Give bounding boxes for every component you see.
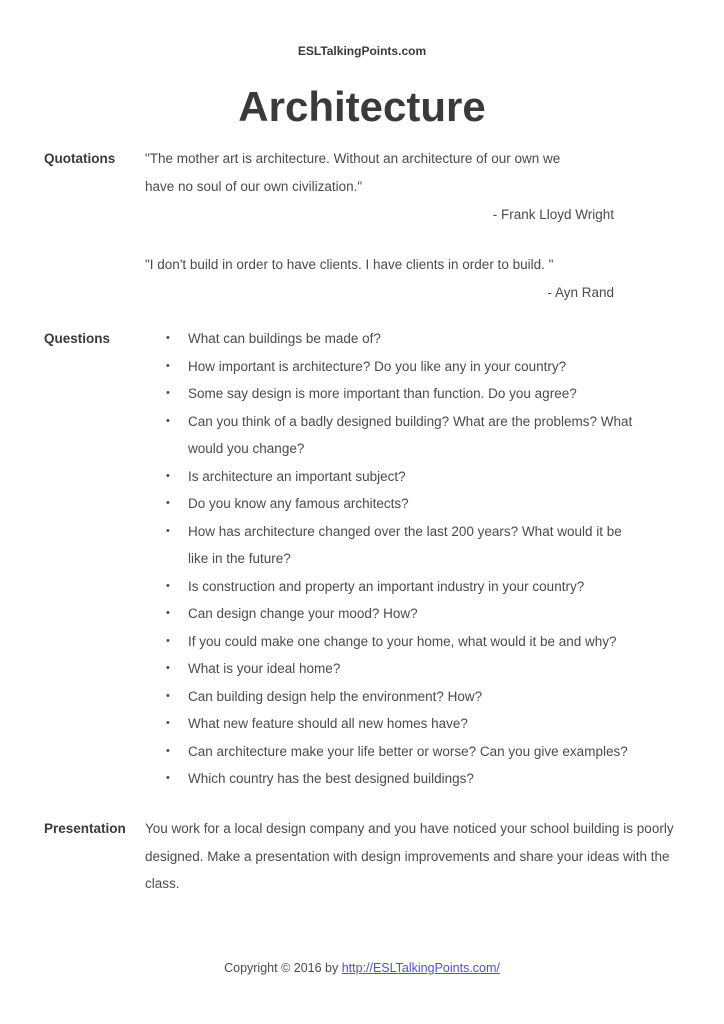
question-item [145, 463, 640, 491]
questions-section [44, 325, 680, 793]
bullet-icon: • [166, 607, 170, 619]
question-item [145, 628, 640, 656]
question-text: Some say design is more important than function. Do you agree? [188, 386, 577, 401]
site-name: ESLTalkingPoints.com [297, 44, 427, 58]
question-item [145, 325, 640, 353]
question-item [145, 490, 640, 518]
question-item [145, 683, 640, 711]
quote-line: "I don't build in order to have clients. I have clients in order to build. " [145, 257, 554, 272]
bullet-icon: • [166, 359, 170, 372]
bullet-icon: • [166, 332, 170, 344]
question-text: Can building design help the environment? How? [188, 688, 483, 704]
footer [0, 961, 724, 975]
bullet-icon: • [166, 469, 170, 482]
question-text: Can design change your mood? How? [188, 606, 418, 621]
bullet-icon: • [166, 387, 170, 399]
quote-ayn-rand [145, 251, 680, 307]
bullet-icon: • [166, 524, 170, 537]
bullet-icon: • [166, 662, 170, 674]
question-item [145, 408, 640, 463]
bullet-icon: • [166, 579, 170, 592]
question-text: Is architecture an important subject? [188, 468, 406, 484]
page-title: Architecture [238, 83, 486, 130]
bullet-icon: • [166, 744, 170, 757]
section-label-quotations: Quotations [44, 151, 116, 166]
section-label-presentation: Presentation [44, 821, 126, 836]
question-item [145, 600, 640, 628]
bullet-icon: • [166, 634, 170, 647]
question-text: Do you know any famous architects? [188, 496, 409, 511]
question-text: What is your ideal home? [188, 661, 341, 676]
quote-line: have no soul of our own civilization." [145, 179, 363, 194]
question-item [145, 738, 640, 766]
quote-line: "The mother art is architecture. Without an architecture of our own we [145, 151, 561, 166]
presentation-text: You work for a local design company and you have noticed your school building is poorly designed. Make a presentation with design improvements and share your ideas with the class. [145, 821, 674, 891]
quote-frank-lloyd-wright [145, 145, 680, 229]
footer-copyright-text: Copyright © 2016 by [224, 961, 342, 975]
presentation-content [145, 815, 700, 898]
bullet-icon: • [166, 414, 170, 427]
question-text: What can buildings be made of? [188, 331, 381, 346]
presentation-section [44, 815, 700, 898]
question-text: Is construction and property an important industry in your country? [188, 578, 585, 594]
question-text: How has architecture changed over the last 200 years? What would it be like in the future? [188, 523, 622, 566]
bullet-icon: • [166, 717, 170, 729]
question-item [145, 380, 640, 408]
question-item [145, 710, 640, 738]
question-text: Can you think of a badly designed building? What are the problems? What would you change? [188, 413, 633, 456]
question-item [145, 518, 640, 573]
quotations-content [145, 145, 680, 307]
bullet-icon: • [166, 689, 170, 702]
question-text: Can architecture make your life better or worse? Can you give examples? [188, 743, 628, 759]
question-item [145, 573, 640, 601]
question-item [145, 765, 640, 793]
bullet-icon: • [166, 772, 170, 784]
question-item [145, 655, 640, 683]
bullet-icon: • [166, 497, 170, 509]
section-label-questions: Questions [44, 331, 111, 346]
question-list [145, 325, 640, 793]
question-item [145, 353, 640, 381]
question-text: How important is architecture? Do you like any in your country? [188, 358, 567, 374]
question-text: What new feature should all new homes have? [188, 716, 468, 731]
quote-attribution: - Frank Lloyd Wright [492, 207, 614, 222]
questions-content [145, 325, 680, 793]
footer-link[interactable]: http://ESLTalkingPoints.com/ [341, 961, 500, 975]
question-text: If you could make one change to your home, what would it be and why? [188, 633, 617, 649]
quotations-section [44, 145, 680, 307]
question-text: Which country has the best designed buildings? [188, 771, 474, 786]
quote-attribution: - Ayn Rand [547, 285, 614, 300]
